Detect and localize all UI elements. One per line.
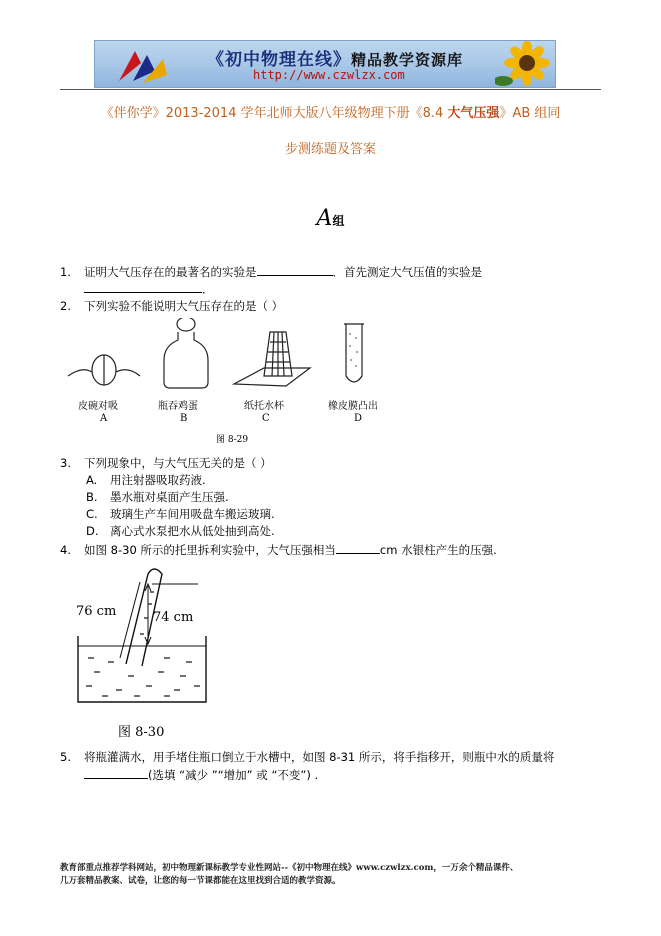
fig29-letter-c: C	[262, 413, 270, 424]
question-4: 4. 如图 8-30 所示的托里拆利实验中，大气压强相当 cm 水银柱产生的压强.	[60, 543, 497, 557]
fig30-caption: 图 8-30	[118, 725, 165, 740]
sunflower-icon	[495, 41, 555, 87]
q3-option-c[interactable]: C. 玻璃生产车间用吸盘车搬运玻璃.	[86, 507, 275, 521]
site-logo-icon	[113, 41, 173, 87]
fig29-letter-d: D	[354, 413, 363, 424]
answer-blank[interactable]	[336, 541, 380, 554]
q3-option-d[interactable]: D. 离心式水泵把水从低处抽到高处.	[86, 524, 275, 538]
fig29-letter-a: A	[100, 413, 108, 424]
question-2: 2. 下列实验不能说明大气压存在的是（ ）	[60, 299, 284, 313]
fig30-label-74: 74 cm	[153, 610, 194, 625]
section-heading-a: A组	[316, 206, 345, 231]
question-1: 1. 证明大气压存在的最著名的实验是 ．首先测定大气压值的实验是	[60, 265, 482, 279]
banner-url[interactable]: http://www.czwlzx.com	[253, 68, 405, 82]
answer-blank[interactable]	[84, 280, 202, 293]
fig30-label-76: 76 cm	[76, 604, 117, 619]
q3-option-b[interactable]: B. 墨水瓶对桌面产生压强.	[86, 490, 229, 504]
figure-8-30	[68, 562, 218, 712]
q3-option-a[interactable]: A. 用注射器吸取药液.	[86, 473, 206, 487]
fig29-letter-b: B	[180, 413, 188, 424]
fig29-caption: 图 8-29	[216, 435, 249, 445]
answer-blank[interactable]	[84, 766, 148, 779]
fig29-label-a: 皮碗对吸	[78, 401, 118, 412]
question-3: 3. 下列现象中，与大气压无关的是（ ）	[60, 456, 272, 470]
question-5: 5. 将瓶灌满水，用手堵住瓶口倒立于水槽中，如图 8-31 所示，将手指移开，则瓶中水的质量将	[60, 750, 555, 764]
fig29-label-d: 橡皮膜凸出	[328, 401, 378, 412]
question-1-cont: ．	[84, 280, 214, 297]
answer-blank[interactable]	[257, 263, 333, 276]
question-5-cont: (选填 “减少 ”“增加” 或 “不变”) .	[84, 766, 318, 783]
footer-note: 教育部重点推荐学科网站，初中物理新课标教学专业性网站--《初中物理在线》www.czwlzx.com，一万余个精品课件、 几万套精品教案、试卷，让您的每一节课都能在这里找到合适的教学资源。	[60, 863, 519, 886]
fig29-label-c: 纸托水杯	[244, 401, 284, 412]
header-banner	[94, 40, 556, 88]
page-title: 《伴你学》2013-2014 学年北师大版八年级物理下册《8.4 大气压强》AB 组同 步测练题及答案	[100, 106, 561, 157]
fig29-label-b: 瓶吞鸡蛋	[158, 401, 198, 412]
banner-title: 《初中物理在线》精品教学资源库	[207, 50, 464, 70]
header-divider	[60, 89, 601, 90]
